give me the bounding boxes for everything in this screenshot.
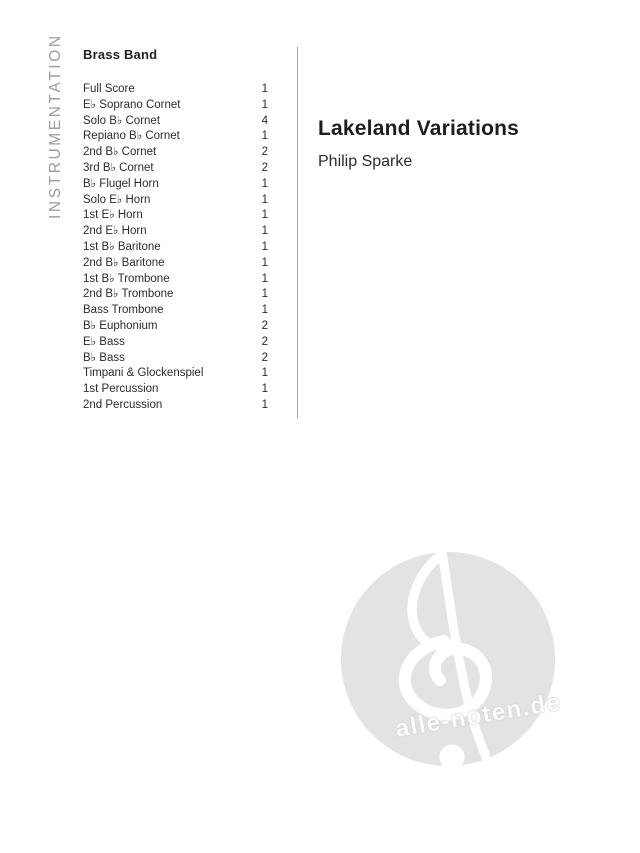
instrument-row bbox=[83, 335, 268, 351]
instrument-name: 3rd B♭ Cornet bbox=[83, 161, 154, 174]
instrument-qty: 1 bbox=[261, 98, 268, 111]
instrument-name: 1st B♭ Trombone bbox=[83, 272, 170, 285]
instrument-qty: 2 bbox=[261, 319, 268, 332]
treble-clef-icon bbox=[340, 545, 556, 805]
instrument-row bbox=[83, 240, 268, 256]
instrument-qty: 1 bbox=[261, 398, 268, 411]
instrument-row bbox=[83, 193, 268, 209]
instrument-name: 2nd E♭ Horn bbox=[83, 225, 147, 238]
instrument-qty: 4 bbox=[261, 114, 268, 127]
instrument-row bbox=[83, 98, 268, 114]
instrument-name: Bass Trombone bbox=[83, 304, 164, 317]
instrument-name: 1st B♭ Baritone bbox=[83, 240, 161, 253]
instrument-qty: 1 bbox=[261, 177, 268, 190]
instrument-qty: 1 bbox=[261, 383, 268, 396]
instrument-row bbox=[83, 398, 268, 414]
instrument-name: E♭ Bass bbox=[83, 335, 125, 348]
section-heading: Brass Band bbox=[83, 47, 158, 62]
instrument-row bbox=[83, 129, 268, 145]
instrument-name: Timpani & Glockenspiel bbox=[83, 367, 204, 380]
instrument-row bbox=[83, 114, 268, 130]
instrument-name: 1st Percussion bbox=[83, 383, 159, 396]
instrument-row bbox=[83, 177, 268, 193]
instrument-row bbox=[83, 145, 268, 161]
instrument-name: B♭ Euphonium bbox=[83, 319, 158, 332]
instrument-name: 1st E♭ Horn bbox=[83, 209, 143, 222]
instrument-name: E♭ Soprano Cornet bbox=[83, 98, 181, 111]
instrument-name: B♭ Flugel Horn bbox=[83, 177, 159, 190]
instrument-row bbox=[83, 319, 268, 335]
vertical-divider bbox=[297, 47, 298, 418]
instrument-name: Full Score bbox=[83, 83, 135, 95]
instrument-qty: 1 bbox=[261, 193, 268, 206]
publisher-watermark bbox=[340, 545, 556, 805]
instrument-qty: 1 bbox=[261, 130, 268, 143]
instrument-qty: 2 bbox=[261, 146, 268, 159]
instrument-row bbox=[83, 256, 268, 272]
instrument-row bbox=[83, 82, 268, 98]
instrument-qty: 1 bbox=[261, 288, 268, 301]
instrument-qty: 1 bbox=[261, 272, 268, 285]
watermark-wordmark: alle-noten.de bbox=[393, 688, 564, 743]
composer-name: Philip Sparke bbox=[318, 153, 413, 170]
instrument-qty: 1 bbox=[261, 304, 268, 317]
instrument-name: Solo B♭ Cornet bbox=[83, 114, 161, 127]
instrument-name: Solo E♭ Horn bbox=[83, 193, 151, 206]
instrument-name: 2nd B♭ Cornet bbox=[83, 146, 157, 159]
instrument-qty: 1 bbox=[261, 225, 268, 238]
instrument-row bbox=[83, 224, 268, 240]
instrument-row bbox=[83, 382, 268, 398]
instrument-qty: 1 bbox=[261, 83, 268, 95]
instrument-list bbox=[83, 82, 268, 414]
instrument-qty: 1 bbox=[261, 367, 268, 380]
instrument-qty: 1 bbox=[261, 240, 268, 253]
work-title: Lakeland Variations bbox=[318, 117, 520, 140]
instrument-name: B♭ Bass bbox=[83, 351, 125, 364]
instrument-qty: 1 bbox=[261, 256, 268, 269]
instrument-row bbox=[83, 303, 268, 319]
instrumentation-sidebar-label: INSTRUMENTATION bbox=[47, 33, 64, 219]
instrument-row bbox=[83, 287, 268, 303]
instrument-qty: 2 bbox=[261, 351, 268, 364]
instrument-row bbox=[83, 351, 268, 367]
instrument-row bbox=[83, 161, 268, 177]
instrument-qty: 2 bbox=[261, 335, 268, 348]
instrument-row bbox=[83, 208, 268, 224]
instrument-qty: 2 bbox=[261, 161, 268, 174]
instrument-name: 2nd B♭ Trombone bbox=[83, 288, 174, 301]
instrument-name: 2nd Percussion bbox=[83, 398, 163, 411]
instrument-name: Repiano B♭ Cornet bbox=[83, 130, 180, 143]
instrument-row bbox=[83, 272, 268, 288]
instrument-name: 2nd B♭ Baritone bbox=[83, 256, 165, 269]
instrument-qty: 1 bbox=[261, 209, 268, 222]
instrument-row bbox=[83, 366, 268, 382]
title-block bbox=[318, 117, 519, 171]
